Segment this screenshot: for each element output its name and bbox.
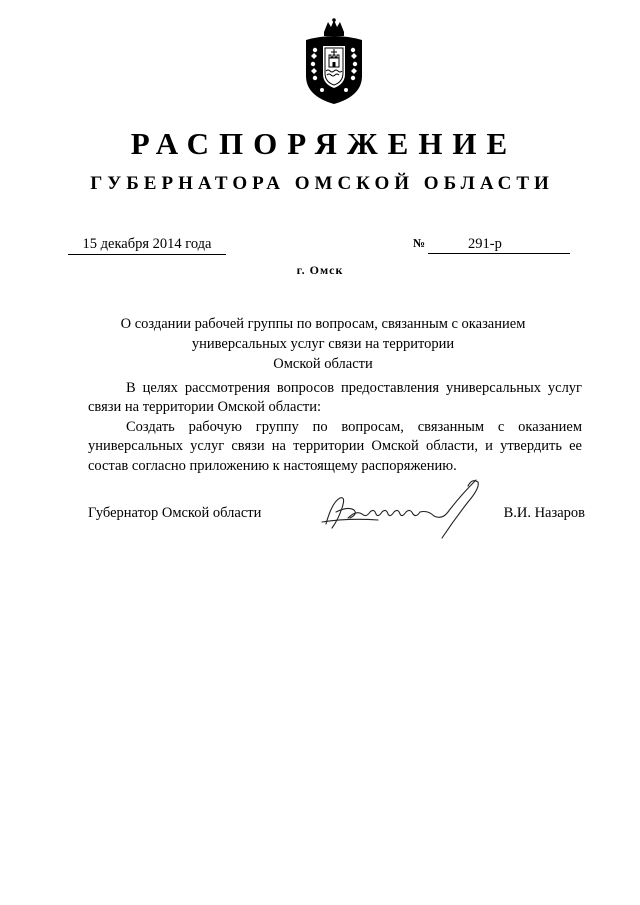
document-city: г. Омск [296,263,344,277]
subject-line: О создании рабочей группы по вопросам, связанным с оказанием [120,316,526,332]
document-date: 15 декабря 2014 года [68,235,226,255]
document-title: РАСПОРЯЖЕНИЕ [130,126,518,161]
number-value: 291-р [428,235,570,254]
body-paragraph: В целях рассмотрения вопросов предоставления универсальных услуг связи на территории Омской области: [88,380,582,416]
document-number [413,235,573,254]
coat-of-arms-icon [300,18,368,106]
document-subject [90,314,556,374]
subject-line: Омской области [273,356,373,372]
document-body [88,379,582,476]
document-subtitle: ГУБЕРНАТОРА ОМСКОЙ ОБЛАСТИ [90,173,554,194]
subject-line: универсальных услуг связи на территории [191,336,455,352]
number-sign: № [413,236,426,250]
signatory-name: В.И. Назаров [503,505,585,521]
signatory-position: Губернатор Омской области [88,505,262,521]
handwritten-signature [318,472,493,547]
body-paragraph: Создать рабочую группу по вопросам, связанным с оказанием универсальных услуг связи на территории Омской области, и утвердить ее состав согласно приложению к настоящему распоряжению. [88,418,582,474]
